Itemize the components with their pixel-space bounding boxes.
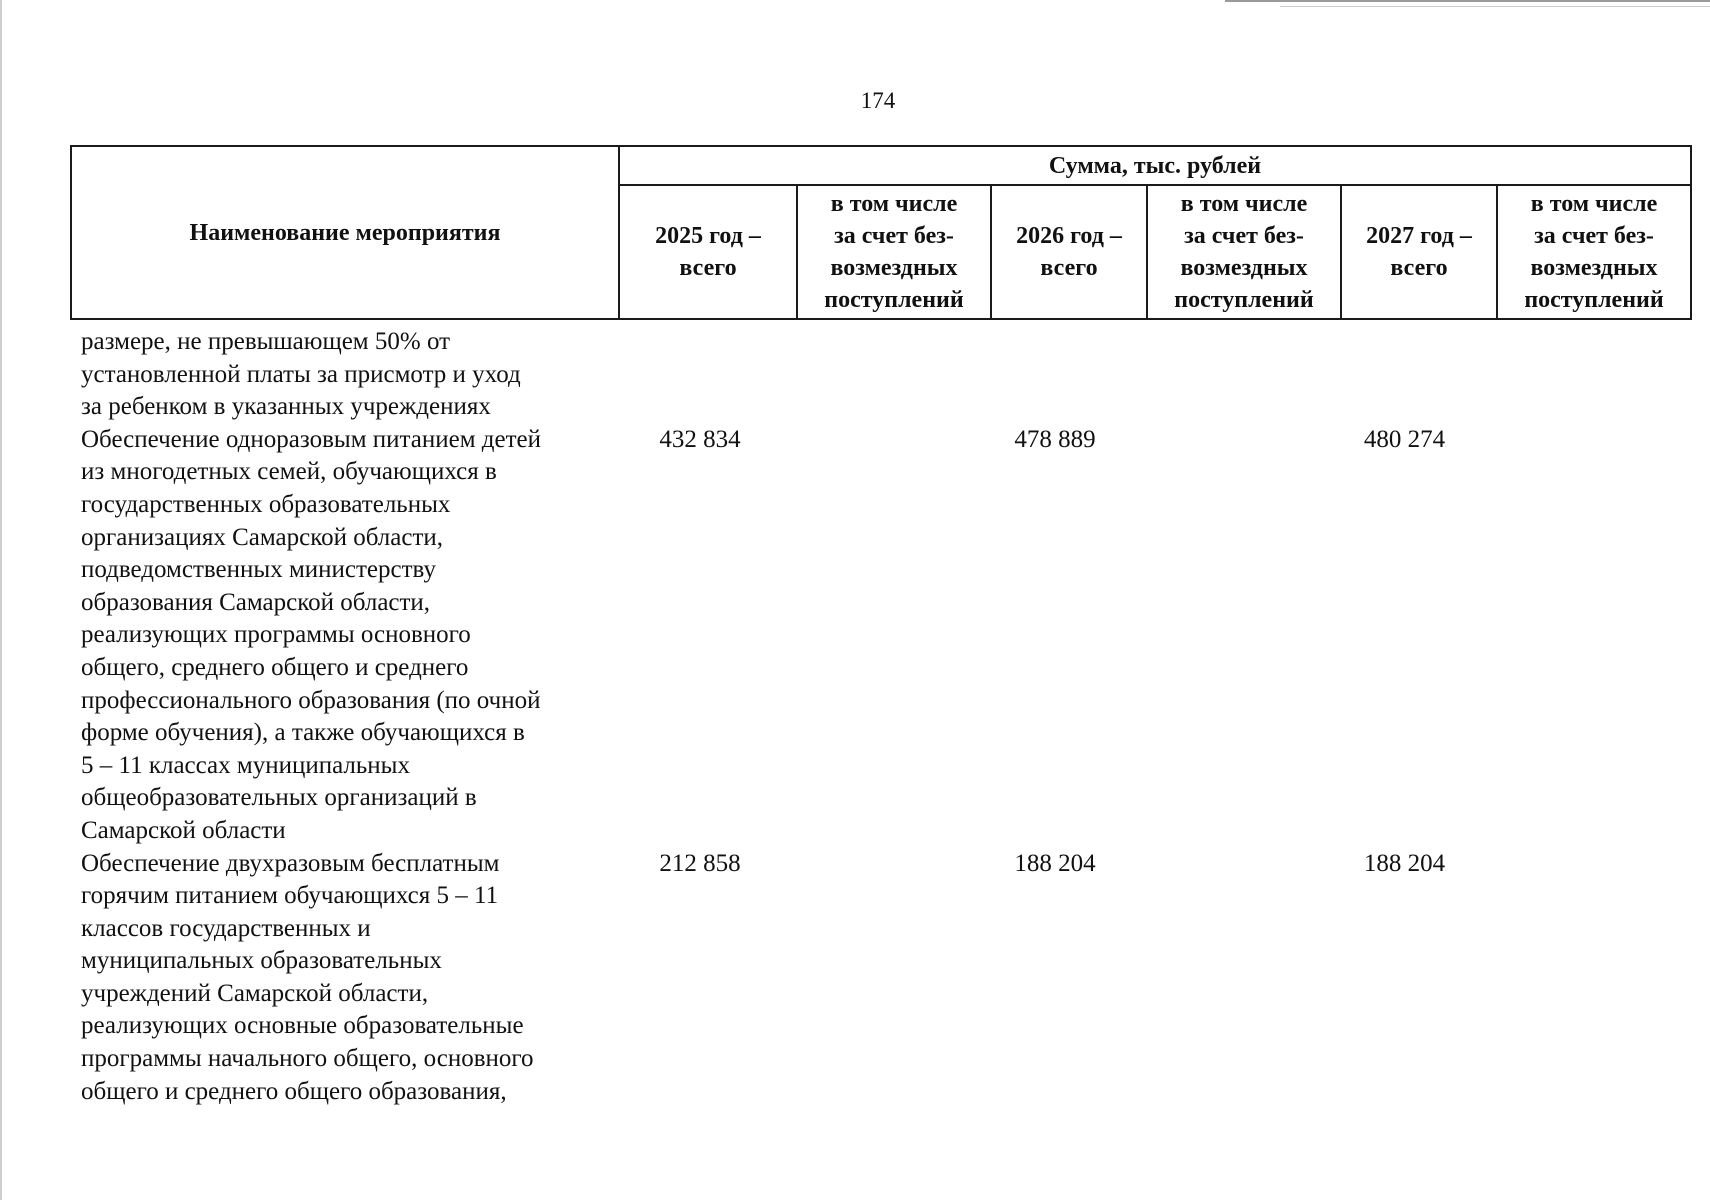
value-2027-total: 188 204 (1363, 849, 1446, 877)
row-name: Обеспечение двухразовым бесплатным горячим питанием обучающихся 5 – 11 классов государственных и муниципальных образовательных учреждений Самарской области, реализующих основные образовательные программы начального общего, основного общего и среднего общего образования, (81, 849, 534, 1105)
value-2026-total: 188 204 (1014, 849, 1096, 877)
table-row (70, 848, 1690, 1109)
scan-artifact-line (1280, 6, 1710, 7)
column-group-sum: Сумма, тыс. рублей (619, 146, 1691, 185)
value-2025-total: 432 834 (659, 425, 741, 453)
scan-artifact-line (1225, 0, 1710, 2)
column-header-name: Наименование мероприятия (71, 146, 619, 319)
scan-artifact-edge (0, 0, 2, 1200)
page-number: 174 (860, 88, 896, 113)
value-2026-total: 478 889 (1014, 425, 1096, 453)
column-header-2025-total: 2025 год – всего (619, 185, 797, 319)
row-name: Обеспечение одноразовым питанием детей из многодетных семей, обучающихся в государственных образовательных организациях Самарской области, подведомственных министерству образования Самарской области, реализующих программы основного общего, среднего общего и среднего профессионального образования (по очной форме обучения), а также обучающихся в 5 – 11 классах муниципальных общеобразовательных организаций в Самарской области (81, 425, 541, 844)
value-2025-total: 212 858 (659, 849, 741, 877)
column-header-2025-gratuitous: в том числе за счет без- возмездных поступлений (797, 185, 991, 319)
table-body (70, 326, 1690, 1108)
column-header-2027-total: 2027 год – всего (1341, 185, 1497, 319)
column-header-2027-gratuitous: в том числе за счет без- возмездных поступлений (1497, 185, 1691, 319)
column-header-2026-gratuitous: в том числе за счет без- возмездных поступлений (1147, 185, 1341, 319)
table-row (70, 326, 1690, 424)
value-2027-total: 480 274 (1363, 425, 1446, 453)
table-row (70, 424, 1690, 848)
column-header-2026-total: 2026 год – всего (991, 185, 1147, 319)
row-name: размере, не превышающем 50% от установленной платы за присмотр и уход за ребенком в указанных учреждениях (81, 328, 521, 421)
table-header (70, 145, 1692, 320)
